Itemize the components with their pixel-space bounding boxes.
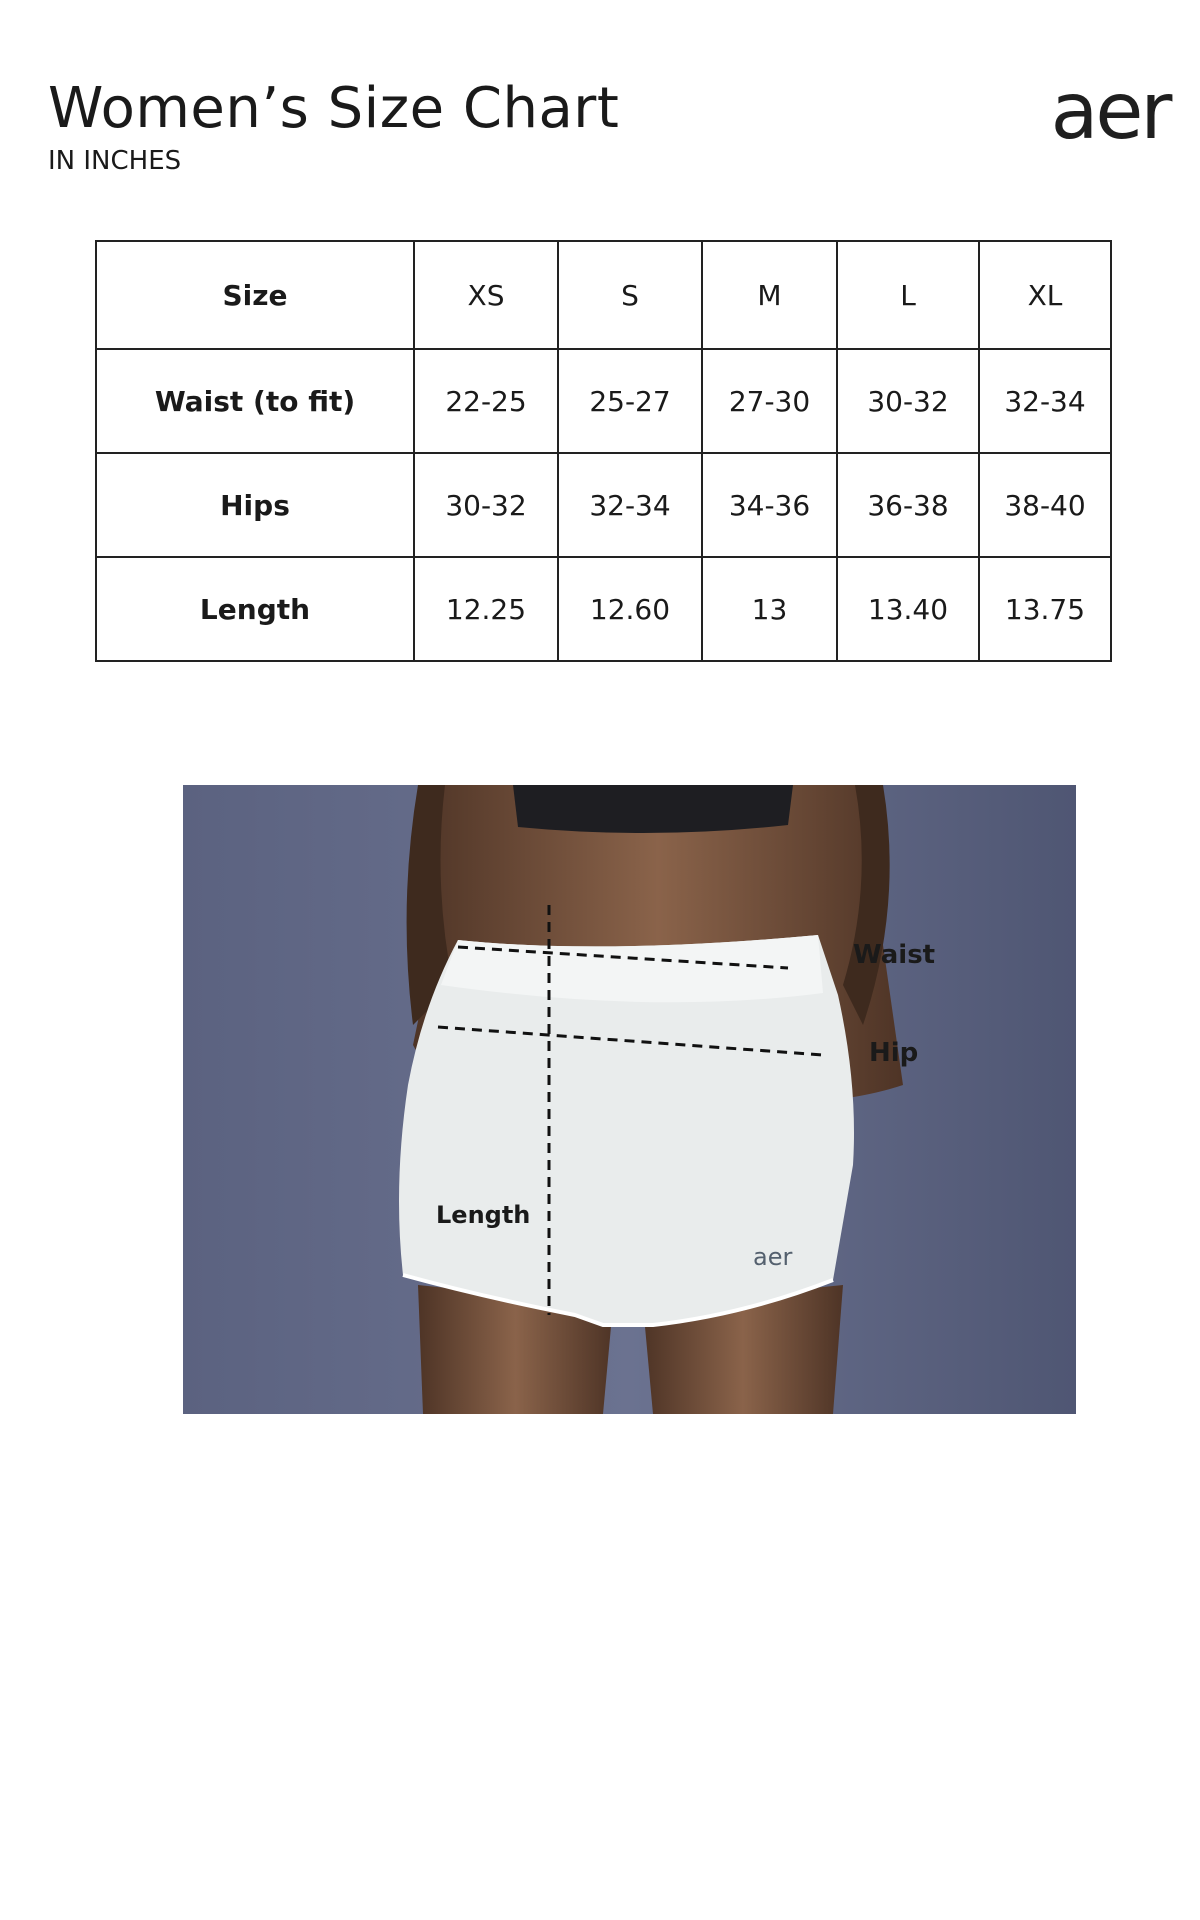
brand-logo: [1040, 58, 1180, 158]
hips-value-xl: 38-40: [979, 453, 1111, 557]
size-cell-xl: XL: [979, 241, 1111, 349]
hip-label: Hip: [869, 1038, 919, 1068]
page-title: Women’s Size Chart: [48, 76, 620, 141]
hips-value-s: 32-34: [558, 453, 702, 557]
page-subtitle: IN INCHES: [48, 146, 182, 176]
crop-top: [513, 785, 793, 833]
waist-value-l: 30-32: [837, 349, 979, 453]
brand-logo-text: aer: [1050, 67, 1170, 157]
hips-value-xs: 30-32: [414, 453, 558, 557]
waist-value-m: 27-30: [702, 349, 837, 453]
size-cell-xs: XS: [414, 241, 558, 349]
size-cell-m: M: [702, 241, 837, 349]
size-header-cell: Size: [96, 241, 414, 349]
row-label-waist: Waist (to fit): [96, 349, 414, 453]
size-chart-table: [95, 240, 1112, 662]
length-value-l: 13.40: [837, 557, 979, 661]
waist-value-s: 25-27: [558, 349, 702, 453]
hips-value-m: 34-36: [702, 453, 837, 557]
table-row-hips: [96, 453, 1111, 557]
hips-value-l: 36-38: [837, 453, 979, 557]
length-value-xl: 13.75: [979, 557, 1111, 661]
measurement-photo: [183, 785, 1076, 1414]
table-row-length: [96, 557, 1111, 661]
table-header-row: [96, 241, 1111, 349]
length-value-s: 12.60: [558, 557, 702, 661]
length-value-xs: 12.25: [414, 557, 558, 661]
waist-value-xl: 32-34: [979, 349, 1111, 453]
waist-value-xs: 22-25: [414, 349, 558, 453]
shorts-brand-mark: aer: [753, 1243, 793, 1271]
size-cell-s: S: [558, 241, 702, 349]
length-value-m: 13: [702, 557, 837, 661]
row-label-length: Length: [96, 557, 414, 661]
length-label: Length: [436, 1201, 531, 1229]
size-cell-l: L: [837, 241, 979, 349]
table-row-waist: [96, 349, 1111, 453]
row-label-hips: Hips: [96, 453, 414, 557]
waist-label: Waist: [853, 940, 936, 970]
